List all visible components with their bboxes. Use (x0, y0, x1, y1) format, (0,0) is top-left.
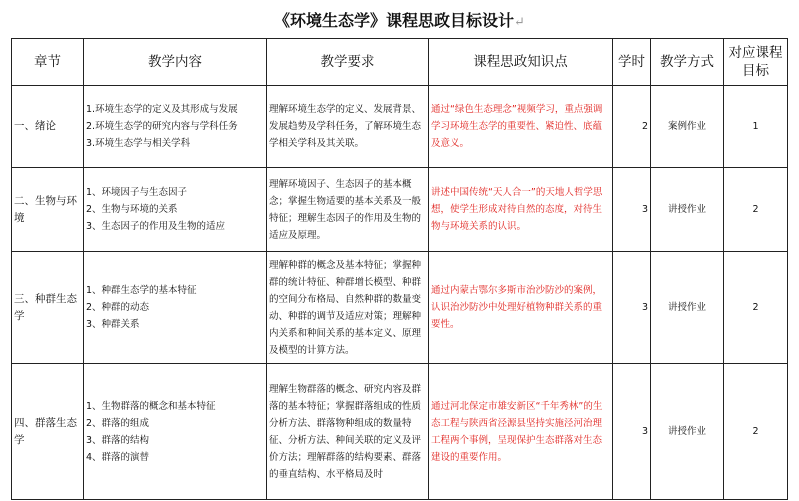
ideology-cell: 通过“绿色生态理念”视频学习，重点强调学习环境生态学的重要性、紧迫性、底蕴及意义。 (429, 86, 613, 168)
table-header-row (12, 39, 788, 86)
hours-cell: 3 (613, 252, 651, 364)
header-chapter: 章节 (12, 39, 84, 86)
chapter-cell: 二、生物与环境 (12, 168, 84, 252)
hours-cell: 3 (613, 364, 651, 500)
method-cell: 讲授作业 (651, 168, 724, 252)
objective-cell: 1 (724, 86, 788, 168)
objective-cell: 2 (724, 252, 788, 364)
header-requirement: 教学要求 (267, 39, 429, 86)
header-hours: 学时 (613, 39, 651, 86)
content-item: 2.环境生态学的研究内容与学科任务 (86, 121, 238, 132)
content-item: 1、种群生态学的基本特征 (86, 285, 197, 296)
ideology-cell: 通过河北保定市雄安新区“千年秀林”的生态工程与陕西省泾源县坚持实施泾河治理工程两个事例，呈现保护生态群落对生态建设的重要作用。 (429, 364, 613, 500)
content-cell (84, 252, 267, 364)
content-item: 3、生态因子的作用及生物的适应 (86, 221, 226, 232)
ideology-cell: 通过内蒙古鄂尔多斯市治沙防沙的案例，认识治沙防沙中处理好植物种群关系的重要性。 (429, 252, 613, 364)
content-cell (84, 364, 267, 500)
document-title-text: 《环境生态学》课程思政目标设计 (274, 11, 515, 30)
table-row (12, 86, 788, 168)
content-item: 3.环境生态学与相关学科 (86, 138, 191, 149)
content-item: 2、种群的动态 (86, 302, 150, 313)
content-item: 2、群落的组成 (86, 417, 150, 429)
content-item: 1、生物群落的概念和基本特征 (86, 400, 216, 412)
content-cell (84, 86, 267, 168)
content-item: 3、群落的结构 (86, 434, 150, 446)
hours-cell: 3 (613, 168, 651, 252)
chapter-cell: 一、绪论 (12, 86, 84, 168)
content-item: 3、种群关系 (86, 319, 140, 330)
document-title (0, 8, 799, 31)
objective-cell: 2 (724, 168, 788, 252)
objective-cell: 2 (724, 364, 788, 500)
chapter-cell: 四、群落生态学 (12, 364, 84, 500)
chapter-cell: 三、种群生态学 (12, 252, 84, 364)
table-row (12, 252, 788, 364)
table-row (12, 168, 788, 252)
content-item: 4、群落的演替 (86, 451, 150, 463)
method-cell: 案例作业 (651, 86, 724, 168)
content-item: 1.环境生态学的定义及其形成与发展 (86, 104, 238, 115)
content-item: 1、环境因子与生态因子 (86, 187, 188, 198)
requirement-cell: 理解环境生态学的定义、发展背景、发展趋势及学科任务，了解环境生态学相关学科及其关联。 (267, 86, 429, 168)
content-cell (84, 168, 267, 252)
table-row (12, 364, 788, 500)
content-item: 2、生物与环境的关系 (86, 204, 178, 215)
curriculum-table (11, 38, 788, 500)
hours-cell: 2 (613, 86, 651, 168)
header-objective: 对应课程目标 (724, 39, 788, 86)
header-ideology: 课程思政知识点 (429, 39, 613, 86)
requirement-cell: 理解生物群落的概念、研究内容及群落的基本特征；掌握群落组成的性质分析方法、群落物种组成的数量特征、分析方法、种间关联的定义及评价方法；理解群落的结构要素、群落的垂直结构、水平格局及时 (267, 364, 429, 500)
ideology-cell: 讲述中国传统“天人合一”的天地人哲学思想，使学生形成对待自然的态度，对待生物与环境关系的认识。 (429, 168, 613, 252)
method-cell: 讲授作业 (651, 364, 724, 500)
header-method: 教学方式 (651, 39, 724, 86)
method-cell: 讲授作业 (651, 252, 724, 364)
paragraph-mark-icon: ↵ (514, 15, 525, 30)
header-content: 教学内容 (84, 39, 267, 86)
requirement-cell: 理解环境因子、生态因子的基本概念；掌握生物适要的基本关系及一般特征；理解生态因子的作用及生物的适应及原理。 (267, 168, 429, 252)
requirement-cell: 理解种群的概念及基本特征；掌握种群的统计特征、种群增长模型、种群的空间分布格局、自然种群的数量变动、种群的调节及适应对策；理解种内关系和种间关系的基本定义、原理及模型的计算方法。 (267, 252, 429, 364)
